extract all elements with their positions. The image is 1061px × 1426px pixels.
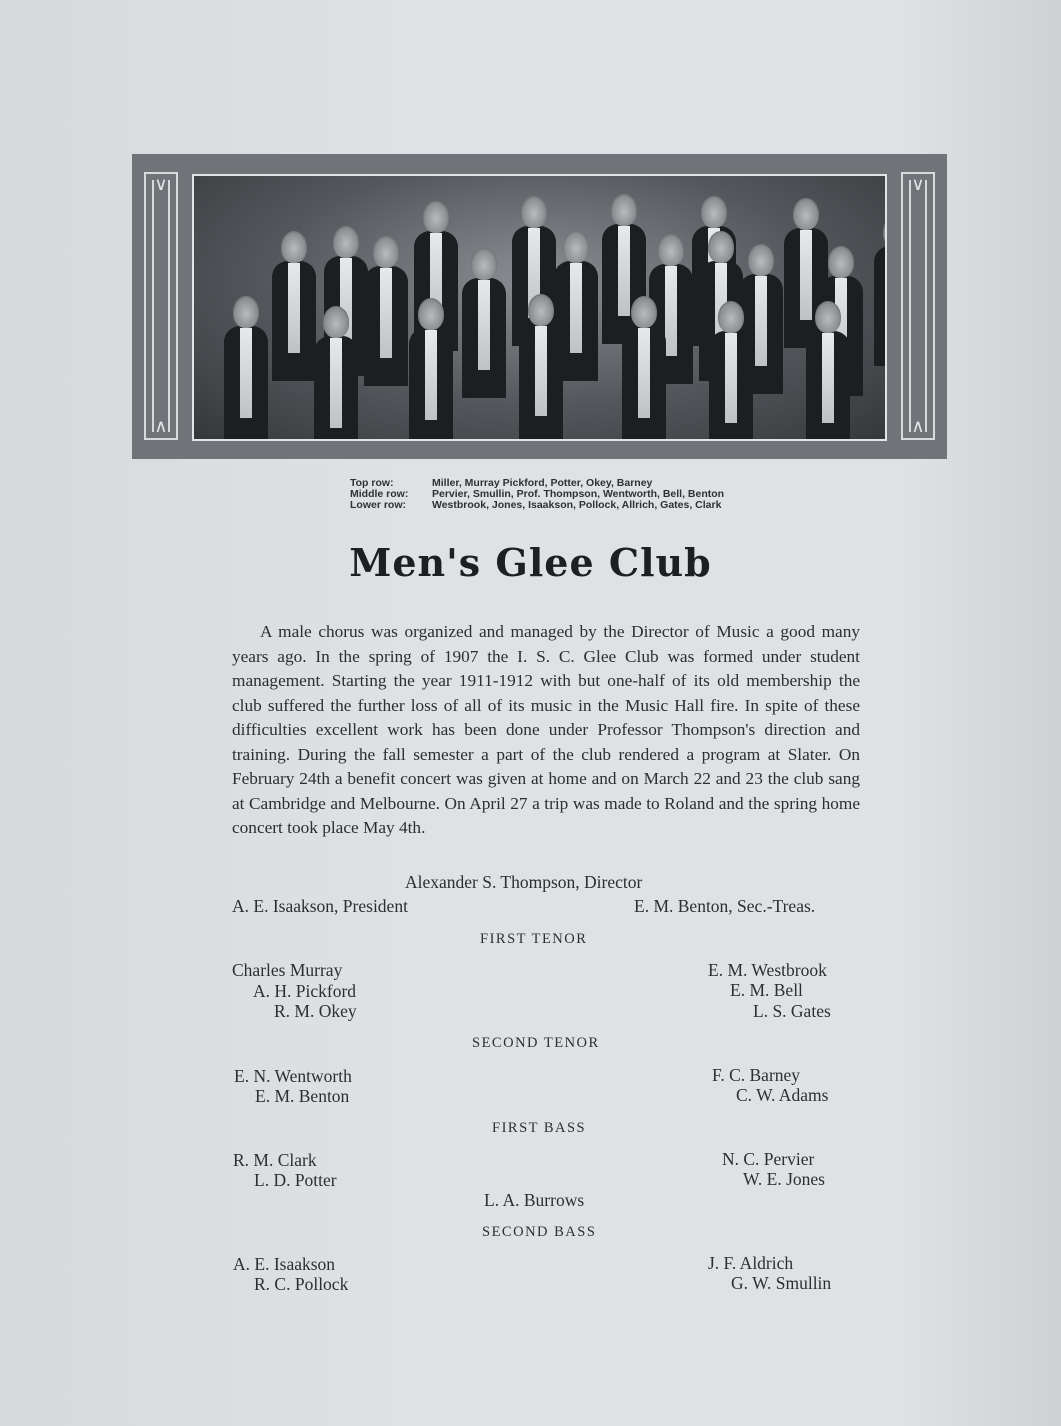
member-name: E. M. Bell	[730, 980, 803, 1000]
ornament-chevron-icon: ∧	[154, 416, 168, 437]
president-line: A. E. Isaakson, President	[232, 896, 408, 916]
group-photo-frame	[132, 154, 947, 459]
member-name: N. C. Pervier	[722, 1149, 815, 1169]
member-name: E. M. Benton	[255, 1086, 350, 1106]
ornament-chevron-icon: ∨	[911, 174, 925, 195]
caption-label: Lower row:	[350, 499, 407, 511]
member-name: A. E. Isaakson	[233, 1254, 336, 1274]
page-title: Men's Glee Club	[349, 540, 712, 585]
member-name: R. M. Okey	[274, 1001, 357, 1021]
group-photo	[192, 174, 887, 441]
caption-names: Pervier, Smullin, Prof. Thompson, Wentworth, Bell, Benton	[432, 488, 725, 500]
member-name: A. H. Pickford	[253, 981, 357, 1001]
ornament-chevron-icon: ∧	[911, 416, 925, 437]
caption-label: Top row:	[350, 477, 394, 489]
member-name: L. S. Gates	[753, 1001, 831, 1021]
member-name: J. F. Aldrich	[708, 1253, 794, 1273]
member-name: E. M. Westbrook	[708, 960, 827, 980]
right-ornament-panel	[901, 172, 935, 440]
director-line: Alexander S. Thompson, Director	[405, 872, 643, 892]
caption-names: Miller, Murray Pickford, Potter, Okey, Barney	[432, 477, 653, 489]
section-heading: SECOND TENOR	[472, 1035, 600, 1051]
member-name: G. W. Smullin	[731, 1273, 832, 1293]
member-name: L. D. Potter	[254, 1170, 337, 1190]
member-name: F. C. Barney	[712, 1065, 801, 1085]
member-name: L. A. Burrows	[484, 1190, 585, 1210]
secretary-line: E. M. Benton, Sec.-Treas.	[634, 896, 816, 916]
section-heading: FIRST BASS	[492, 1120, 587, 1136]
member-name: R. C. Pollock	[254, 1274, 349, 1294]
member-name: R. M. Clark	[233, 1150, 317, 1170]
ornament-chevron-icon: ∨	[154, 174, 168, 195]
caption-names: Westbrook, Jones, Isaakson, Pollock, Allrich, Gates, Clark	[432, 499, 722, 511]
member-name: W. E. Jones	[743, 1169, 825, 1189]
body-paragraph: A male chorus was organized and managed by the Director of Music a good many years ago. In the spring of 1907 the I. S. C. Glee Club was formed under student management. Starting the year 1911-1912 with but one-half of its old membership the club suffered the further loss of all of its music in the Music Hall fire. In spite of these difficulties excellent work has been done under Professor Thompson's direction and training. During the fall semester a part of the club rendered a program at Slater. On February 24th a benefit concert was given at home and on March 22 and 23 the club sang at Cambridge and Melbourne. On April 27 a trip was made to Roland and the spring home concert took place May 4th.	[232, 622, 860, 837]
member-name: Charles Murray	[232, 960, 343, 980]
section-heading: FIRST TENOR	[480, 931, 588, 947]
photo-caption	[350, 478, 870, 511]
member-name: C. W. Adams	[736, 1085, 829, 1105]
left-ornament-panel	[144, 172, 178, 440]
member-name: E. N. Wentworth	[234, 1066, 352, 1086]
caption-label: Middle row:	[350, 488, 409, 500]
section-heading: SECOND BASS	[482, 1224, 597, 1240]
